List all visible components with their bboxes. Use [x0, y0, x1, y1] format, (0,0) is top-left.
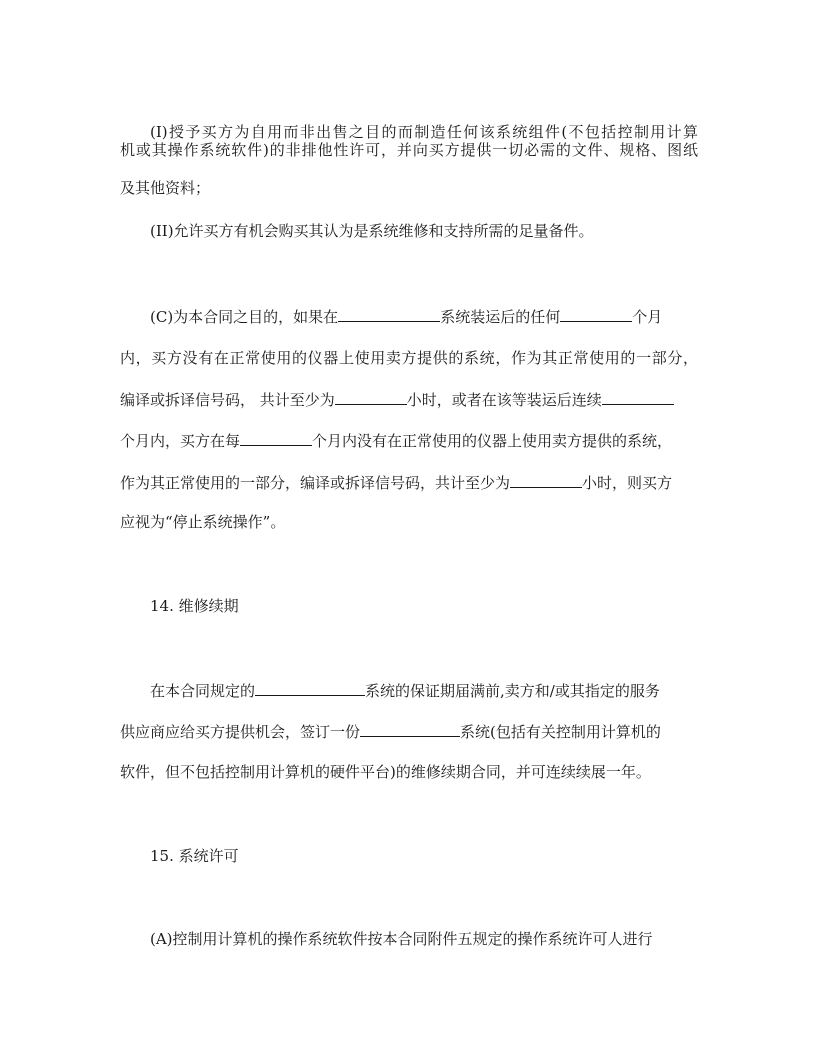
clause-c-text: 编译或拆译信号码， 共计至少为 [120, 391, 335, 409]
section-14-heading: 14. 维修续期 [150, 597, 239, 615]
clause-c-text: 个月内没有在正常使用的仪器上使用卖方提供的系统， [312, 432, 673, 450]
section-14-text: 系统(包括有关控制用计算机的 [460, 723, 661, 741]
section-15-heading: 15. 系统许可 [150, 847, 239, 865]
fill-blank[interactable] [255, 679, 365, 696]
clause-c-text: (C)为本合同之目的，如果在 [150, 308, 339, 326]
clause-c-text: 系统装运后的任何 [440, 308, 561, 326]
section-14-text: 在本合同规定的 [150, 682, 256, 700]
fill-blank[interactable] [335, 388, 407, 405]
clause-ii: (II)允许买方有机会购买其认为是系统维修和支持所需的足量备件。 [150, 222, 594, 240]
fill-blank[interactable] [560, 305, 632, 322]
clause-i-line-1: (I)授予买方为自用而非出售之目的而制造任何该系统组件(不包括控制用计算 [150, 123, 698, 141]
clause-i-line-2: 机或其操作系统软件)的非排他性许可，并向买方提供一切必需的文件、规格、图纸 [120, 141, 698, 159]
fill-blank[interactable] [510, 471, 582, 488]
clause-c-line-6: 应视为“停止系统操作”。 [120, 513, 286, 531]
clause-c-text: 作为其正常使用的一部分，编译或拆译信号码，共计至少为 [120, 474, 511, 492]
clause-c-text: 个月内，买方在每 [120, 432, 241, 450]
clause-c-line-4 [120, 429, 672, 451]
clause-c-line-3 [120, 388, 674, 410]
clause-c-line-5 [120, 471, 672, 493]
fill-blank[interactable] [338, 305, 440, 322]
section-14-line-1 [150, 679, 660, 701]
clause-c-line-2: 内，买方没有在正常使用的仪器上使用卖方提供的系统，作为其正常使用的一部分， [120, 349, 698, 367]
clause-i-line-3: 及其他资料； [120, 179, 211, 197]
section-14-text: 系统的保证期届满前,卖方和/或其指定的服务 [365, 682, 660, 700]
section-14-line-2 [120, 720, 661, 742]
clause-c-text: 个月 [632, 308, 663, 326]
fill-blank[interactable] [360, 720, 460, 737]
section-15-clause-a: (A)控制用计算机的操作系统软件按本合同附件五规定的操作系统许可人进行 [150, 930, 653, 948]
section-14-text: 供应商应给买方提供机会，签订一份 [120, 723, 361, 741]
clause-c-text: 小时，则买方 [582, 474, 673, 492]
fill-blank[interactable] [240, 429, 312, 446]
fill-blank[interactable] [602, 388, 674, 405]
section-14-line-3: 软件，但不包括控制用计算机的硬件平台)的维修续期合同，并可连续续展一年。 [120, 763, 651, 781]
clause-c-line-1 [150, 305, 662, 327]
clause-c-text: 小时，或者在该等装运后连续 [406, 391, 602, 409]
